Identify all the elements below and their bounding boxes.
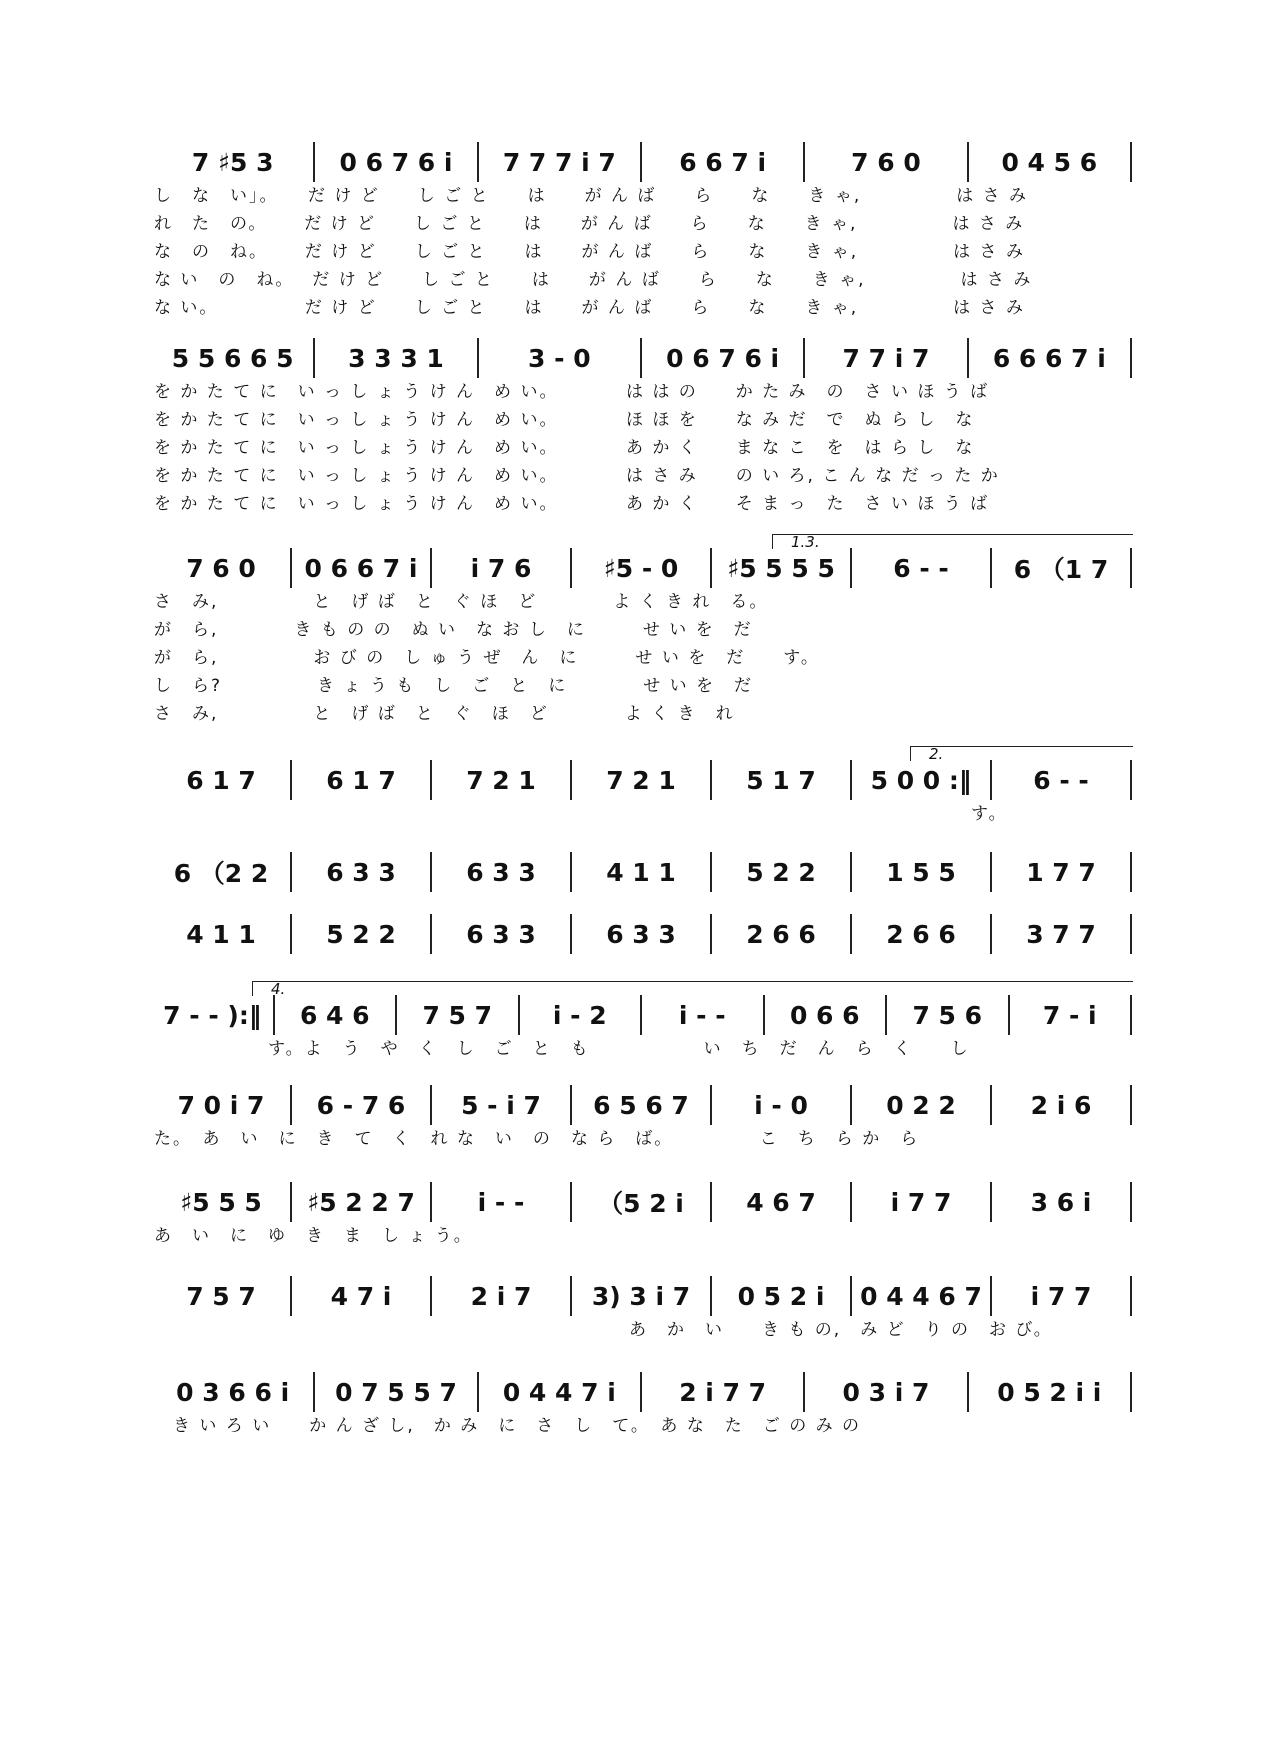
- lyric-line: あ い に ゆ き ま し ょ う。: [154, 1226, 473, 1246]
- measure: i 7 6: [432, 548, 572, 588]
- lyrics-block: [152, 588, 1132, 728]
- measure: 4 1 1: [572, 852, 712, 892]
- measure: 0 4 4 6 7: [852, 1276, 992, 1316]
- measure: 6 - -: [852, 548, 992, 588]
- lyric-line: を か た て に い っ し ょ う け ん め い。 あ か く そ ま っ た さ い ほ う ば: [154, 494, 990, 514]
- lyric-line: さ み, と げ ば と ぐ ほ ど よ く き れ: [154, 704, 735, 724]
- system-8: [152, 1085, 1132, 1153]
- measure: 7 - - ):‖: [152, 995, 275, 1035]
- measure: 6 5 6 7: [572, 1085, 712, 1125]
- system-1: [152, 142, 1132, 322]
- lyric-line: を か た て に い っ し ょ う け ん め い。 は さ み の い ろ, こ ん な だ っ た か: [154, 466, 1000, 486]
- measure: i - -: [432, 1182, 572, 1222]
- measure: 4 7 i: [292, 1276, 432, 1316]
- measure: 7 5 7: [397, 995, 520, 1035]
- measure: 3) 3 i 7: [572, 1276, 712, 1316]
- measure: 6 1 7: [292, 760, 432, 800]
- measure: 7 5 6: [887, 995, 1010, 1035]
- measure: i 7 7: [992, 1276, 1132, 1316]
- measure: 3 - 0: [479, 338, 642, 378]
- measure: 4 1 1: [152, 914, 292, 954]
- measure: 0 5 2 i: [712, 1276, 852, 1316]
- system-4: [152, 745, 1132, 828]
- lyric-line: な の ね。 だ け ど し ご と は が ん ば ら な き ゃ, は さ み: [154, 242, 1025, 262]
- measure: 0 7 5 5 7: [315, 1372, 478, 1412]
- lyric-line: さ み, と げ ば と ぐ ほ ど よ く き れ る。: [154, 592, 769, 612]
- lyrics-block: [152, 800, 1132, 828]
- system-7: [152, 980, 1132, 1063]
- measure: i - 0: [712, 1085, 852, 1125]
- volta-label: 2.: [929, 745, 944, 763]
- measure: 0 4 4 7 i: [479, 1372, 642, 1412]
- measure: 0 5 2 i i: [969, 1372, 1132, 1412]
- measure: 6 6 7 i: [642, 142, 805, 182]
- measure: i - 2: [520, 995, 643, 1035]
- system-9: [152, 1182, 1132, 1250]
- measure: 6 3 3: [432, 852, 572, 892]
- measure: 2 i 7: [432, 1276, 572, 1316]
- lyric-line: し な い」。 だ け ど し ご と は が ん ば ら な き ゃ, は さ み: [154, 186, 1029, 206]
- lyric-line: れ た の。 だ け ど し ご と は が ん ば ら な き ゃ, は さ み: [154, 214, 1025, 234]
- measure: 7 6 0: [152, 548, 292, 588]
- measure: 7 2 1: [572, 760, 712, 800]
- measure: 2 6 6: [852, 914, 992, 954]
- measure: 2 i 6: [992, 1085, 1132, 1125]
- measure: 0 6 7 6 i: [642, 338, 805, 378]
- volta-label: 4.: [271, 980, 286, 998]
- measure: 6 3 3: [432, 914, 572, 954]
- notation-line: [152, 548, 1132, 588]
- measure: 6 4 6: [275, 995, 398, 1035]
- measure: ♯5 - 0: [572, 548, 712, 588]
- lyric-line: あ か い き も の, み ど り の お び。: [154, 1320, 1053, 1340]
- lyric-line: を か た て に い っ し ょ う け ん め い。 あ か く ま な こ を は ら し な: [154, 438, 975, 458]
- measure: 5 5 6 6 5: [152, 338, 315, 378]
- notation-line: [152, 142, 1132, 182]
- notation-line: [152, 1276, 1132, 1316]
- system-10: [152, 1276, 1132, 1344]
- measure: 6 - -: [992, 760, 1132, 800]
- measure: 0 3 6 6 i: [152, 1372, 315, 1412]
- measure: 5 2 2: [292, 914, 432, 954]
- system-5: [152, 852, 1132, 892]
- measure: 7 ♯5 3: [152, 142, 315, 182]
- lyric-line: す。よ う や く し ご と も い ち だ ん ら く し: [154, 1039, 970, 1059]
- notation-line: [152, 1182, 1132, 1222]
- measure: 6 1 7: [152, 760, 292, 800]
- measure: ♯5 5 5 5: [712, 548, 852, 588]
- lyric-line: き い ろ い か ん ざ し, か み に さ し て。 あ な た ご の み の: [154, 1416, 862, 1436]
- lyrics-block: [152, 1222, 1132, 1250]
- measure: 0 6 6: [765, 995, 888, 1035]
- lyric-line: な い の ね。 だ け ど し ご と は が ん ば ら な き ゃ, は さ み: [154, 270, 1033, 290]
- notation-line: [152, 914, 1132, 954]
- system-11: [152, 1372, 1132, 1440]
- measure: 2 i 7 7: [642, 1372, 805, 1412]
- measure: ♯5 2 2 7: [292, 1182, 432, 1222]
- measure: 0 2 2: [852, 1085, 992, 1125]
- system-2: [152, 338, 1132, 518]
- lyrics-block: [152, 182, 1132, 322]
- measure: 7 5 7: [152, 1276, 292, 1316]
- measure: i - -: [642, 995, 765, 1035]
- measure: 1 7 7: [992, 852, 1132, 892]
- lyrics-block: [152, 1035, 1132, 1063]
- measure: 7 0 i 7: [152, 1085, 292, 1125]
- lyrics-block: [152, 1412, 1132, 1440]
- notation-line: [152, 852, 1132, 892]
- lyric-line: が ら, き も の の ぬ い な お し に せ い を だ: [154, 620, 753, 640]
- measure: 5 - i 7: [432, 1085, 572, 1125]
- lyric-line: が ら, お び の し ゅ う ぜ ん に せ い を だ す。: [154, 648, 820, 668]
- measure: 6 3 3: [572, 914, 712, 954]
- notation-line: [152, 338, 1132, 378]
- volta-bracket: [772, 534, 1133, 549]
- volta-bracket: [910, 746, 1133, 761]
- lyrics-block: [152, 1316, 1132, 1344]
- measure: （5 2 i: [572, 1182, 712, 1222]
- lyrics-block: [152, 1125, 1132, 1153]
- lyric-line: な い。 だ け ど し ご と は が ん ば ら な き ゃ, は さ み: [154, 298, 1025, 318]
- lyric-line: た。 あ い に き て く れ な い の な ら ば。 こ ち ら か ら: [154, 1129, 920, 1149]
- measure: 3 3 3 1: [315, 338, 478, 378]
- measure: 1 5 5: [852, 852, 992, 892]
- notation-line: [152, 995, 1132, 1035]
- measure: 2 6 6: [712, 914, 852, 954]
- measure: 0 4 5 6: [969, 142, 1132, 182]
- measure: 0 6 7 6 i: [315, 142, 478, 182]
- measure: 0 6 6 7 i: [292, 548, 432, 588]
- measure: 6 （1 7: [992, 548, 1132, 588]
- measure: 6 - 7 6: [292, 1085, 432, 1125]
- measure: ♯5 5 5: [152, 1182, 292, 1222]
- measure: i 7 7: [852, 1182, 992, 1222]
- measure: 3 6 i: [992, 1182, 1132, 1222]
- measure: 7 - i: [1010, 995, 1133, 1035]
- measure: 0 3 i 7: [805, 1372, 968, 1412]
- measure: 7 7 i 7: [805, 338, 968, 378]
- volta-bracket: [252, 981, 1133, 996]
- lyrics-block: [152, 378, 1132, 518]
- notation-line: [152, 1085, 1132, 1125]
- lyric-line: を か た て に い っ し ょ う け ん め い。 ほ ほ を な み だ で ぬ ら し な: [154, 410, 975, 430]
- notation-line: [152, 760, 1132, 800]
- measure: 4 6 7: [712, 1182, 852, 1222]
- measure: 6 6 6 7 i: [969, 338, 1132, 378]
- measure: 6 （2 2: [152, 852, 292, 892]
- system-6: [152, 914, 1132, 954]
- measure: 5 2 2: [712, 852, 852, 892]
- measure: 5 1 7: [712, 760, 852, 800]
- measure: 6 3 3: [292, 852, 432, 892]
- volta-label: 1.3.: [791, 533, 820, 551]
- lyric-line: を か た て に い っ し ょ う け ん め い。 は は の か た み の さ い ほ う ば: [154, 382, 990, 402]
- measure: 7 7 7 i 7: [479, 142, 642, 182]
- measure: 7 6 0: [805, 142, 968, 182]
- system-3: [152, 533, 1132, 728]
- measure: 7 2 1: [432, 760, 572, 800]
- lyric-line: す。: [154, 804, 1008, 824]
- lyric-line: し ら? き ょ う も し ご と に せ い を だ: [154, 676, 754, 696]
- notation-line: [152, 1372, 1132, 1412]
- measure: 5 0 0 :‖: [852, 760, 992, 800]
- measure: 3 7 7: [992, 914, 1132, 954]
